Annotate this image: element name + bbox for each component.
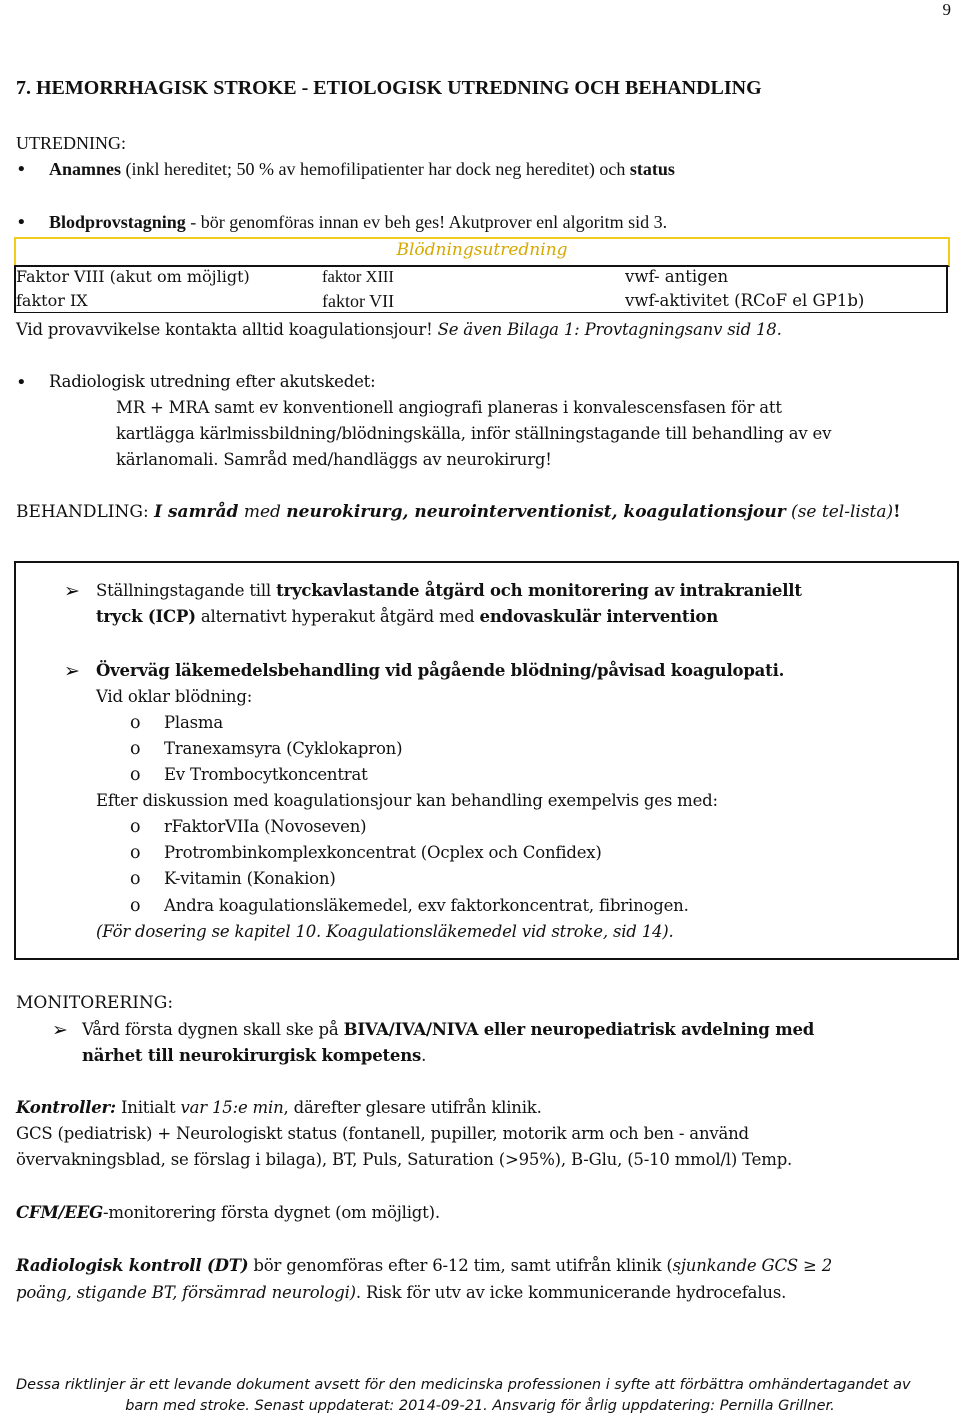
utredning-label: UTREDNING: [16,133,126,153]
icp-b: tryckavlastande åtgärd och monitorering av intrakraniellt [276,581,802,600]
bullet-dot: • [16,372,27,393]
kontroller-label: Kontroller: [16,1098,116,1117]
footer-line: Dessa riktlinjer är ett levande dokument avsett för den medicinska professionen i syfte att förbättra omhändertagandet av [16,1377,911,1393]
anamnes-term: Anamnes [49,159,122,179]
icp-c: tryck (ICP) [96,607,196,626]
list-bullet: o [130,817,141,837]
monitorering-a: Vård första dygnen skall ske på [82,1020,344,1039]
table-title-box [14,237,950,267]
bullet-dot: • [16,212,27,233]
arrow-bullet-icon: ➢ [64,580,80,602]
table-note [16,320,782,339]
list-bullet: o [130,739,141,759]
list-bullet: o [130,869,141,889]
radkontroll-c: poäng, stigande BT, försämrad neurologi) [16,1283,356,1302]
list-item: rFaktorVIIa (Novoseven) [164,817,367,836]
table-cell: faktor IX [16,291,88,310]
behandling-excl: ! [893,502,901,522]
list-item: Plasma [164,713,223,732]
list-bullet: o [130,843,141,863]
section-heading: 7. HEMORRHAGISK STROKE - ETIOLOGISK UTREDNING OCH BEHANDLING [16,77,762,99]
table-note-ref: Se även Bilaga 1: Provtagningsanv sid 18. [437,320,782,339]
table-note-text: Vid provavvikelse kontakta alltid koagulationsjour! [16,320,438,339]
oklar-blodning-label: Vid oklar blödning: [96,687,253,706]
monitorering-b: BIVA/IVA/NIVA eller neuropediatrisk avdelning med [343,1020,815,1039]
behandling-line [16,502,901,522]
radkontroll-a: bör genomföras efter 6-12 tim, samt utifrån klinik ( [248,1256,673,1275]
kontroller-a: Initialt [115,1098,181,1117]
behandling-tel: (se tel-lista) [785,502,894,522]
list-item: Andra koagulationsläkemedel, exv faktorkoncentrat, fibrinogen. [164,896,689,915]
radiologi-label: Radiologisk utredning efter akutskedet [49,372,371,391]
table-cell: faktor XIII [322,267,394,286]
list-item: K-vitamin (Konakion) [164,869,336,888]
dosing-note: (För dosering se kapitel 10. Koagulationsläkemedel vid stroke, sid 14). [96,922,674,941]
radiologi-colon: : [370,372,376,391]
monitorering-c: närhet till neurokirurgisk kompetens [82,1046,422,1065]
page-number: 9 [942,0,951,19]
efter-diskussion-label: Efter diskussion med koagulationsjour kan behandling exempelvis ges med: [96,791,718,810]
icp-line [96,581,802,600]
status-term: status [629,159,675,179]
radiologi-heading [49,372,375,391]
anamnes-text: (inkl hereditet; 50 % av hemofilipatienter har dock neg hereditet) och [121,159,630,179]
cfm-line [16,1203,440,1222]
blodprov-line [49,212,667,233]
anamnes-line [49,159,675,180]
radiologi-line: kärlanomali. Samråd med/handläggs av neurokirurg! [116,450,552,469]
radiologi-line: MR + MRA samt ev konventionell angiografi planeras i konvalescensfasen för att [116,398,782,417]
kontroller-c: , därefter glesare utifrån klinik. [283,1098,542,1117]
kontroller-line [16,1098,542,1117]
behandling-i-samrad: I samråd [154,502,239,522]
radkontroll-label: Radiologisk kontroll (DT) [16,1256,249,1275]
icp-d: alternativt hyperakut åtgärd med [195,607,480,626]
table-title: Blödningsutredning [396,240,568,260]
kontroller-line-3: övervakningsblad, se förslag i bilaga), BT, Puls, Saturation (>95%), B-Glu, (5-10 mmol/l) Temp. [16,1150,793,1169]
table-cell: vwf- antigen [625,267,729,286]
monitorering-end: . [421,1046,427,1065]
radkontroll-line-2 [16,1283,786,1302]
list-bullet: o [130,765,141,785]
behandling-med: med [238,502,287,522]
radiologi-line: kartlägga kärlmissbildning/blödningskälla, inför ställningstagande till behandling av ev [116,424,832,443]
behandling-list: neurokirurg, neurointerventionist, koagulationsjour [286,502,786,522]
list-item: Tranexamsyra (Cyklokapron) [164,739,403,758]
radkontroll-d: . Risk för utv av icke kommunicerande hydrocefalus. [355,1283,787,1302]
footer-line: barn med stroke. Senast uppdaterat: 2014-09-21. Ansvarig för årlig uppdatering: Pernilla Grillner. [125,1398,835,1414]
radkontroll-b: sjunkande GCS ≥ 2 [672,1256,833,1275]
lakemedel-title: Överväg läkemedelsbehandling vid pågående blödning/påvisad koagulopati. [96,661,785,680]
blodprov-term: Blodprovstagning [49,212,186,232]
monitorering-line [82,1020,814,1039]
cfm-label: CFM/EEG [16,1203,103,1222]
radkontroll-line [16,1256,832,1275]
arrow-bullet-icon: ➢ [52,1019,68,1041]
kontroller-b: var 15:e min [180,1098,284,1117]
list-bullet: o [130,896,141,916]
table-cell: vwf-aktivitet (RCoF el GP1b) [625,291,865,310]
icp-line-2 [96,607,718,626]
cfm-rest: -monitorering första dygnet (om möjligt). [102,1203,440,1222]
list-item: Protrombinkomplexkoncentrat (Ocplex och Confidex) [164,843,602,862]
monitorering-line-2 [82,1046,426,1065]
table-cell: Faktor VIII (akut om möjligt) [16,267,250,286]
arrow-bullet-icon: ➢ [64,660,80,682]
behandling-label: BEHANDLING: [16,502,155,522]
blodprov-text: - bör genomföras innan ev beh ges! Akutprover enl algoritm sid 3. [185,212,668,232]
bullet-dot: • [16,159,27,180]
table-cell: faktor VII [322,291,395,311]
kontroller-line-2: GCS (pediatrisk) + Neurologiskt status (fontanell, pupiller, motorik arm och ben - använd [16,1124,749,1143]
list-item: Ev Trombocytkoncentrat [164,765,368,784]
icp-e: endovaskulär intervention [479,607,718,626]
monitorering-label: MONITORERING: [16,993,174,1013]
icp-a: Ställningstagande till [96,581,277,600]
list-bullet: o [130,713,141,733]
